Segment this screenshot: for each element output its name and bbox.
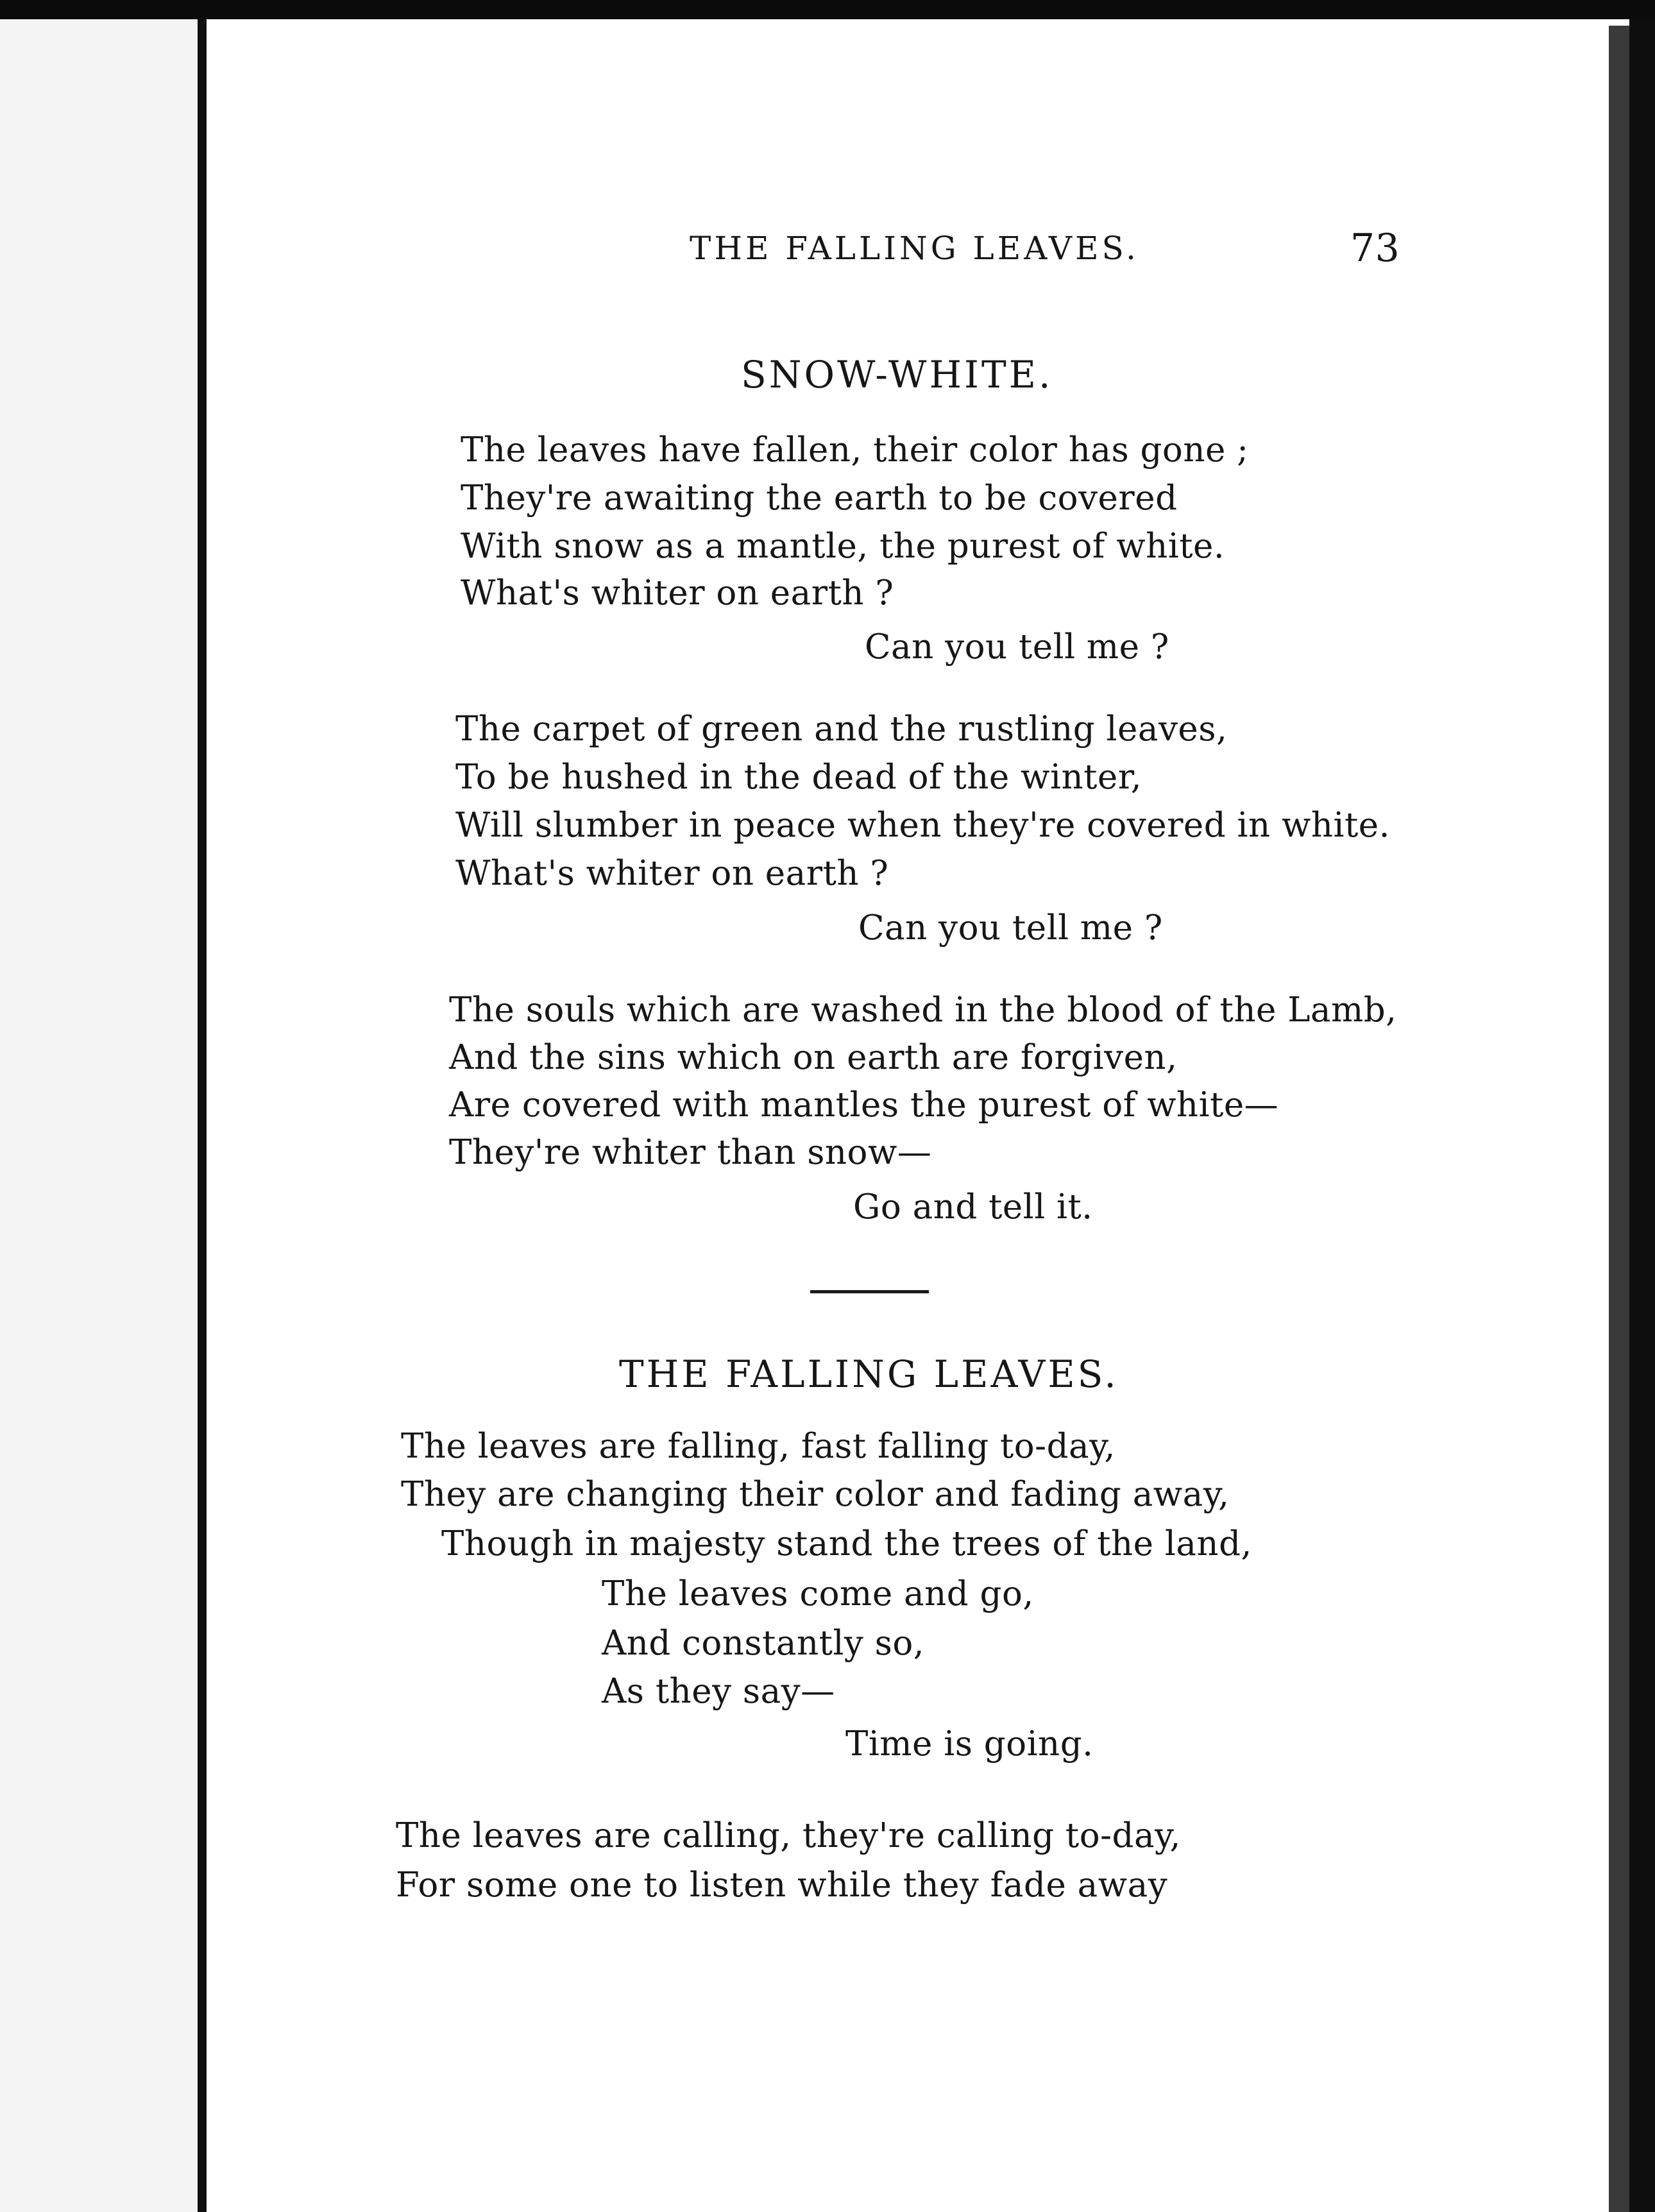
poem-line: And constantly so, xyxy=(602,1624,925,1663)
poem-refrain: Can you tell me ? xyxy=(858,908,1163,948)
poem-refrain: Go and tell it. xyxy=(853,1187,1093,1227)
page-edge-shadow xyxy=(1609,26,1629,2212)
scan-border-right xyxy=(1629,19,1655,2212)
poem-refrain: Time is going. xyxy=(845,1724,1094,1764)
poem-line: For some one to listen while they fade away xyxy=(396,1866,1168,1905)
poem-line: They're whiter than snow— xyxy=(449,1133,932,1172)
poem-line: To be hushed in the dead of the winter, xyxy=(455,758,1142,797)
section-divider xyxy=(810,1290,929,1293)
poem-line: Will slumber in peace when they're covered in white. xyxy=(455,806,1390,845)
poem-refrain: Can you tell me ? xyxy=(865,627,1169,667)
poem-line: As they say— xyxy=(602,1672,835,1711)
page-number: 73 xyxy=(1350,226,1400,271)
poem-line: They are changing their color and fading away, xyxy=(401,1475,1230,1514)
poem-line: With snow as a mantle, the purest of white. xyxy=(461,527,1225,566)
poem-line: The carpet of green and the rustling leaves, xyxy=(455,710,1228,749)
poem-line: The leaves come and go, xyxy=(602,1574,1034,1613)
poem-line: What's whiter on earth ? xyxy=(461,574,894,613)
book-gutter xyxy=(198,19,207,2212)
poem-line: They're awaiting the earth to be covered xyxy=(461,479,1178,518)
scan-border-top xyxy=(0,0,1655,19)
facing-page-edge xyxy=(0,19,203,2212)
poem-line: Are covered with mantles the purest of white— xyxy=(449,1085,1279,1125)
poem-line: The leaves have fallen, their color has gone ; xyxy=(461,430,1249,470)
poem-title-snow-white: SNOW-WHITE. xyxy=(741,353,1053,396)
poem-line: And the sins which on earth are forgiven, xyxy=(449,1038,1178,1077)
poem-line: The leaves are calling, they're calling to-day, xyxy=(396,1816,1181,1855)
poem-line: The leaves are falling, fast falling to-day, xyxy=(401,1427,1116,1466)
poem-line: Though in majesty stand the trees of the land, xyxy=(441,1524,1252,1563)
poem-line: What's whiter on earth ? xyxy=(455,854,889,893)
poem-title-falling-leaves: THE FALLING LEAVES. xyxy=(619,1352,1119,1396)
poem-line: The souls which are washed in the blood of the Lamb, xyxy=(449,991,1397,1030)
running-title: THE FALLING LEAVES. xyxy=(690,230,1139,267)
